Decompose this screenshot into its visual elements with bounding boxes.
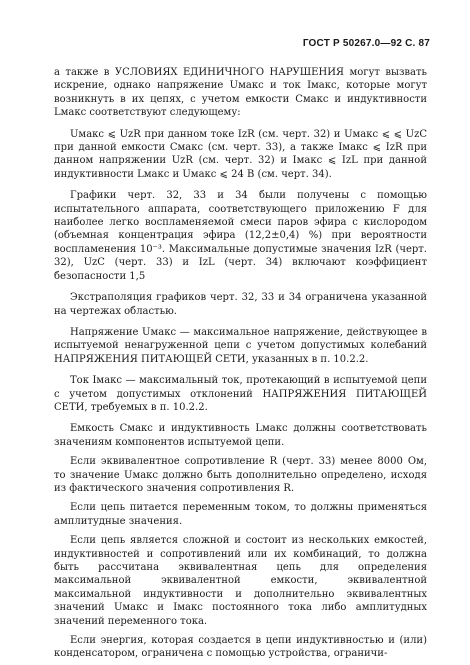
paragraph-4: Экстраполяция графиков черт. 32, 33 и 34 ограничена указанной на чертежах областью. (54, 292, 427, 317)
paragraph-2: Uмакс ⩽ UzR при данном токе IzR (см. черт. 32) и Uмакс ⩽ ⩽ UzC при данной емкости Cмакс (см. черт. 33), а также Iмакс ⩽ IzR при данном напряжении UzR (см. черт. 32) и Iмакс ⩽ IzL при данной индуктивности Lмакс и Uмакс ⩽ 24 В (см. черт. 34). (54, 128, 427, 180)
page-header: ГОСТ Р 50267.0—92 С. 87 (302, 38, 430, 49)
document-body (54, 66, 427, 660)
paragraph-8: Если эквивалентное сопротивление R (черт. 33) менее 8000 Ом, то значение Uмакс должно быть дополнительно определено, исходя из фактического значения сопротивления R. (54, 456, 427, 494)
paragraph-6: Ток Iмакс — максимальный ток, протекающий в испытуемой цепи с учетом допустимых отклонений НАПРЯЖЕНИЯ ПИТАЮЩЕЙ СЕТИ, требуемых в п. 10.2.2. (54, 375, 427, 413)
paragraph-10: Если цепь является сложной и состоит из нескольких емкостей, индуктивностей и сопротивлений или их комбинаций, то должна быть рассчитана эквивалентная цепь для определения максимальной эквивалентной емкости, эквивалентной максимальной индуктивности и дополнительно эквивалентных значений Uмакс и Iмакс постоянного тока либо амплитудных значений переменного тока. (54, 535, 427, 627)
paragraph-11: Если энергия, которая создается в цепи индуктивностью и (или) конденсатором, ограничена с помощью устройства, ограничи- (54, 635, 427, 660)
paragraph-3: Графики черт. 32, 33 и 34 были получены с помощью испытательного аппарата, соответствующего приложению F для наиболее легко воспламеняемой смеси паров эфира с кислородом (объемная концентрация эфира (12,2±0,4) %) при вероятности воспламенения 10⁻³. Максимальные допустимые значения IzR (черт. 32), UzC (черт. 33) и IzL (черт. 34) включают коэффициент безопасности 1,5 (54, 190, 427, 282)
paragraph-5: Напряжение Uмакс — максимальное напряжение, действующее в испытуемой ненагруженной цепи с учетом допустимых колебаний НАПРЯЖЕНИЯ ПИТАЮЩЕЙ СЕТИ, указанных в п. 10.2.2. (54, 326, 427, 365)
paragraph-9: Если цепь питается переменным током, то должны применяться амплитудные значения. (54, 502, 427, 527)
paragraph-7: Емкость Cмакс и индуктивность Lмакс должны соответствовать значениям компонентов испытуемой цепи. (54, 423, 427, 448)
paragraph-1: а также в УСЛОВИЯХ ЕДИНИЧНОГО НАРУШЕНИЯ могут вызвать искрение, однако напряжение Uмакс и ток Iмакс, которые могут возникнуть в их цепях, с учетом емкости Cмакс и индуктивности Lмакс соответствуют следующему: (54, 67, 427, 119)
